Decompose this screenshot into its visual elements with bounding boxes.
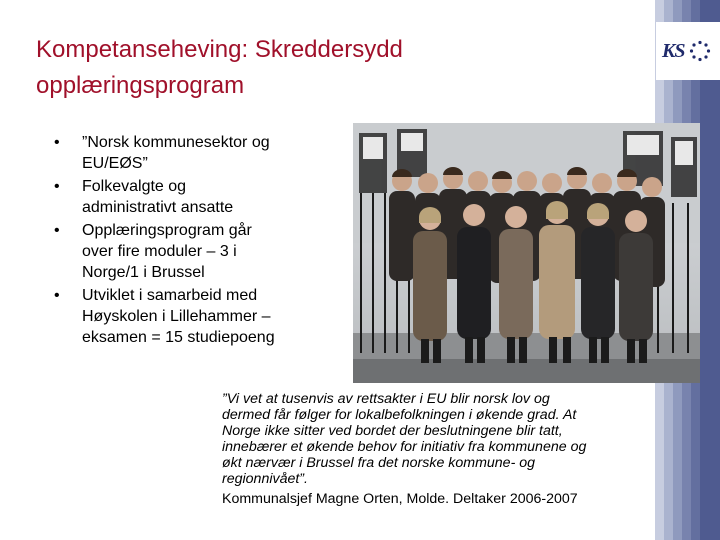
slide-title-line: opplæringsprogram [36,72,245,99]
bullet-marker: • [54,178,60,195]
ks-logo [656,22,720,80]
bullet-text-line: Folkevalgte og [82,178,187,195]
quote-line: dermed får følger for lokalbefolkningen i økende grad. At [222,407,577,423]
group-photo [353,123,700,383]
logo-text: KS [662,39,685,62]
quote-line: økt nærvær i Brussel fra det norske kommune- og [222,455,536,471]
group-photo-illustration [353,123,700,383]
bullet-item [48,220,348,283]
quote-block [222,391,692,507]
bullet-list [48,132,348,350]
bullet-item [48,132,348,174]
bullet-text-line: Opplæringsprogram går [82,222,252,239]
bullet-text-line: Utviklet i samarbeid med [82,287,258,304]
bullet-item [48,285,348,348]
quote-line: regionnivået”. [222,471,308,487]
bullet-text-line: Høyskolen i Lillehammer – [82,308,271,325]
decorative-stripe [700,0,720,540]
quote-line: ”Vi vet at tusenvis av rettsakter i EU blir norsk lov og [222,391,550,407]
bullet-marker: • [54,134,60,151]
bullet-text-line: EU/EØS” [82,155,148,172]
quote-line: Norge ikke sitter ved bordet der beslutningene blir tatt, [222,423,563,439]
bullet-marker: • [54,222,60,239]
slide-title [36,32,636,104]
quote-attribution: Kommunalsjef Magne Orten, Molde. Deltaker 2006-2007 [222,491,578,507]
bullet-marker: • [54,287,60,304]
bullet-text-line: ”Norsk kommunesektor og [82,134,270,151]
bullet-text-line: Norge/1 i Brussel [82,264,205,281]
bullet-text-line: administrativt ansatte [82,199,234,216]
bullet-item [48,176,348,218]
slide-title-line: Kompetanseheving: Skreddersydd [36,36,403,63]
quote-line: innebærer et økende behov for initiativ fra kommunene og [222,439,587,455]
bullet-text-line: eksamen = 15 studiepoeng [82,329,275,346]
bullet-text-line: over fire moduler – 3 i [82,243,237,260]
ks-ring-logo-icon [689,40,711,62]
